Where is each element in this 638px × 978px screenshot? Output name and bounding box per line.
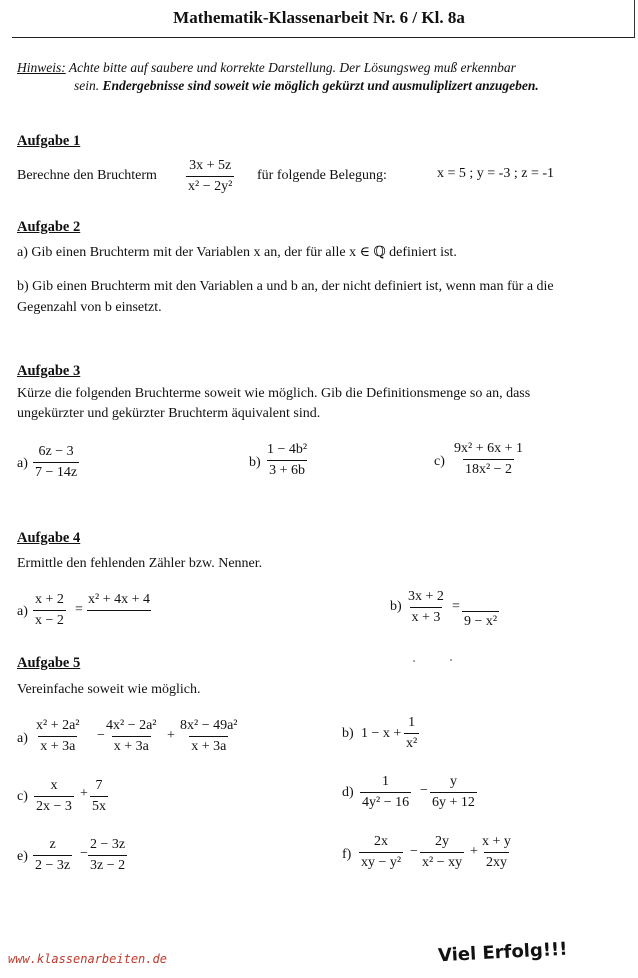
task5-f-fraction-1 (359, 835, 403, 870)
title-divider (12, 37, 634, 38)
task4-a-missing-denominator (87, 610, 151, 632)
task1-numerator: 3x + 5z (189, 158, 232, 173)
task3-text1: Kürze die folgenden Bruchterme soweit wie möglich. Gib die Definitionsmenge so an, dass (17, 386, 531, 401)
task3-b-label: b) (249, 455, 261, 470)
page-title: Mathematik-Klassenarbeit Nr. 6 / Kl. 8a (173, 8, 465, 27)
task4-b-label: b) (390, 599, 402, 614)
task4-b-fraction-2 (462, 590, 499, 629)
task5-a-denominator-2: x + 3a (112, 736, 151, 754)
task4-b-denominator: x + 3 (410, 607, 443, 625)
task4-b-numerator: 3x + 2 (408, 589, 444, 604)
task5-f-numerator-3: x + y (482, 834, 511, 849)
task5-c-label: c) (17, 789, 28, 804)
task4-a-fraction-1 (33, 593, 66, 628)
note-line-2 (74, 78, 539, 94)
task5-e-numerator-2: 2 − 3z (90, 837, 126, 852)
task5-d-fraction-1 (360, 775, 411, 810)
task5-d-op: − (420, 783, 428, 798)
task5-e-denominator-2: 3z − 2 (88, 855, 127, 873)
task5-c-fraction-1 (34, 779, 74, 814)
task4-b-missing-numerator (464, 590, 498, 611)
task4-a-equals: = (75, 602, 83, 617)
task5-a-fraction-2 (104, 719, 159, 754)
task5-f-denominator-2: x² − xy (420, 852, 464, 870)
note-text-1: Achte bitte auf saubere und korrekte Darstellung. Der Lösungsweg muß erkennbar (65, 60, 516, 75)
task5-a-fraction-3 (178, 719, 240, 754)
task1-heading: Aufgabe 1 (17, 133, 81, 149)
task5-text: Vereinfache soweit wie möglich. (17, 682, 201, 697)
task5-a-denominator-1: x + 3a (38, 736, 77, 754)
task4-a-label: a) (17, 604, 28, 619)
footer-url: www.klassenarbeiten.de (8, 952, 167, 966)
header-border (634, 0, 635, 38)
task5-b-prefix: 1 − x + (361, 726, 402, 741)
task5-d-fraction-2 (430, 775, 477, 810)
task5-a-label: a) (17, 731, 28, 746)
note-label: Hinweis: (17, 60, 66, 75)
task5-c-fraction-2 (90, 779, 108, 814)
task5-f-denominator-1: xy − y² (359, 852, 403, 870)
task3-b-numerator: 1 − 4b² (267, 442, 308, 457)
scan-speck (450, 659, 452, 661)
task5-a-denominator-3: x + 3a (189, 736, 228, 754)
task2-b-line2: Gegenzahl von b einsetzt. (17, 300, 162, 315)
task5-c-denominator-1: 2x − 3 (34, 796, 74, 814)
task3-c-fraction (452, 442, 525, 477)
task4-heading: Aufgabe 4 (17, 530, 81, 546)
task5-a-numerator-1: x² + 2a² (36, 718, 80, 733)
task1-text2: für folgende Belegung: (257, 168, 387, 183)
task3-a-denominator: 7 − 14z (33, 462, 79, 480)
task5-e-fraction-2 (88, 838, 127, 873)
task5-c-denominator-2: 5x (90, 796, 108, 814)
task5-a-op2: + (167, 728, 175, 743)
task4-a-numerator: x + 2 (35, 592, 64, 607)
task4-b-equals: = (452, 599, 460, 614)
task5-c-numerator-2: 7 (95, 778, 103, 793)
task5-heading: Aufgabe 5 (17, 655, 81, 671)
task3-c-denominator: 18x² − 2 (463, 459, 514, 477)
task5-f-label: f) (342, 847, 352, 862)
task3-a-fraction (33, 445, 79, 480)
footer-wish: Viel Erfolg!!! (437, 938, 568, 967)
task5-a-op1: − (97, 728, 105, 743)
task5-d-numerator-2: y (449, 774, 457, 789)
task5-f-denominator-3: 2xy (484, 852, 509, 870)
task5-f-op2: + (470, 844, 478, 859)
task5-f-fraction-2 (420, 835, 464, 870)
task3-text2: ungekürzter und gekürzter Bruchterm äquivalent sind. (17, 406, 321, 421)
task4-a-denominator: x − 2 (33, 610, 66, 628)
task4-a-numerator-2: x² + 4x + 4 (88, 592, 150, 607)
task5-e-op: − (80, 846, 88, 861)
scan-speck (413, 660, 415, 662)
task5-b-fraction (404, 716, 419, 751)
task5-f-numerator-2: 2y (435, 834, 450, 849)
task5-f-op1: − (410, 844, 418, 859)
task5-c-op: + (80, 786, 88, 801)
task2-b-line1: b) Gib einen Bruchterm mit den Variablen a und b an, der nicht definiert ist, wenn man für a die (17, 279, 554, 294)
task3-c-numerator: 9x² + 6x + 1 (454, 441, 523, 456)
task5-d-numerator-1: 1 (382, 774, 390, 789)
task5-f-fraction-3 (480, 835, 513, 870)
task5-a-fraction-1 (34, 719, 82, 754)
task5-b-numerator: 1 (408, 715, 416, 730)
task5-f-numerator-1: 2x (374, 834, 389, 849)
note-text-2: sein. (74, 78, 103, 93)
task5-c-numerator-1: x (50, 778, 58, 793)
note-line-1 (17, 60, 516, 76)
task5-b-denominator: x² (404, 733, 419, 751)
task4-text: Ermittle den fehlenden Zähler bzw. Nenner. (17, 556, 263, 571)
task5-b-label: b) (342, 726, 354, 741)
task5-e-label: e) (17, 849, 28, 864)
task4-b-fraction-1 (406, 590, 446, 625)
task3-b-denominator: 3 + 6b (267, 460, 307, 478)
task5-a-numerator-2: 4x² − 2a² (106, 718, 157, 733)
task3-b-fraction (265, 443, 309, 478)
task2-heading: Aufgabe 2 (17, 219, 81, 235)
task1-fraction (186, 159, 234, 194)
task4-b-denominator-2: 9 − x² (462, 611, 499, 629)
note-text-bold: Endergebnisse sind soweit wie möglich gekürzt und ausmuliplizert anzugeben. (102, 78, 539, 93)
task5-e-numerator-1: z (49, 837, 56, 852)
task1-denominator: x² − 2y² (186, 176, 234, 194)
task4-a-fraction-2 (86, 593, 152, 632)
task5-e-denominator-1: 2 − 3z (33, 855, 72, 873)
task5-d-denominator-1: 4y² − 16 (360, 792, 411, 810)
task1-values: x = 5 ; y = -3 ; z = -1 (437, 166, 555, 181)
task3-heading: Aufgabe 3 (17, 363, 81, 379)
task1-text: Berechne den Bruchterm (17, 168, 157, 183)
task5-d-denominator-2: 6y + 12 (430, 792, 477, 810)
task3-c-label: c) (434, 454, 445, 469)
task5-e-fraction-1 (33, 838, 72, 873)
task5-a-numerator-3: 8x² − 49a² (180, 718, 238, 733)
task3-a-label: a) (17, 456, 28, 471)
task2-a: a) Gib einen Bruchterm mit der Variablen x an, der für alle x ∈ ℚ definiert ist. (17, 245, 457, 260)
task5-d-label: d) (342, 785, 354, 800)
task3-a-numerator: 6z − 3 (38, 444, 74, 459)
